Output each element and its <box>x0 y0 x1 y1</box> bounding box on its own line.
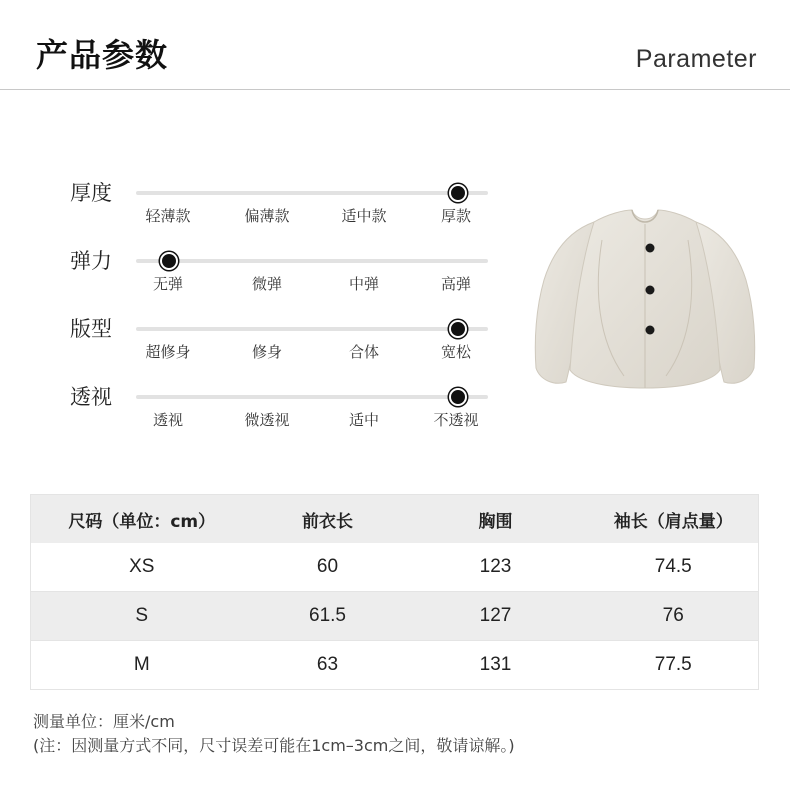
table-cell: 123 <box>479 556 512 577</box>
measurement-disclaimer: (注：因测量方式不同，尺寸误差可能在1cm–3cm之间，敬请谅解。) <box>33 736 515 755</box>
attribute-label: 版型 <box>70 317 112 341</box>
size-table <box>30 494 759 690</box>
header-length: 前衣长 <box>302 511 353 532</box>
attribute-option: 高弹 <box>440 275 471 293</box>
table-cell: S <box>135 605 149 626</box>
attribute-row-fit <box>0 317 520 387</box>
measurement-unit-note: 测量单位：厘米/cm <box>33 712 175 731</box>
attribute-option: 修身 <box>251 343 282 361</box>
table-cell: 63 <box>316 654 339 675</box>
attribute-option: 偏薄款 <box>244 207 290 225</box>
table-cell: 74.5 <box>654 556 692 577</box>
selected-dot-icon <box>449 320 467 338</box>
attribute-track <box>136 395 488 429</box>
selected-dot-icon <box>449 388 467 406</box>
table-cell: 60 <box>316 556 339 577</box>
selected-dot-icon <box>160 252 178 270</box>
attribute-option: 合体 <box>348 343 379 361</box>
table-cell: 127 <box>479 605 512 626</box>
header-divider <box>0 89 790 90</box>
table-row <box>31 543 759 592</box>
header-size: 尺码（单位：cm） <box>68 511 216 532</box>
table-cell: XS <box>129 556 155 577</box>
attribute-option: 无弹 <box>152 275 183 293</box>
attribute-row-opacity <box>0 385 520 455</box>
attribute-option: 超修身 <box>145 343 191 361</box>
attribute-option: 适中 <box>348 411 379 429</box>
table-cell: 76 <box>662 605 684 626</box>
attribute-option: 厚款 <box>440 207 471 225</box>
attribute-option: 适中款 <box>341 207 387 225</box>
attribute-label: 透视 <box>70 385 112 409</box>
attribute-track <box>136 259 488 293</box>
attribute-option: 轻薄款 <box>145 207 191 225</box>
attribute-track <box>136 191 488 225</box>
attribute-option: 中弹 <box>348 275 379 293</box>
attribute-option: 透视 <box>152 411 183 429</box>
attribute-label: 厚度 <box>70 181 112 205</box>
page-subtitle-en: Parameter <box>635 45 757 73</box>
table-cell: 61.5 <box>309 605 346 626</box>
attribute-track <box>136 327 488 361</box>
header-sleeve: 袖长（肩点量） <box>613 511 733 532</box>
size-table-header <box>31 495 759 544</box>
attribute-option: 微弹 <box>251 275 282 293</box>
table-cell: M <box>133 654 150 675</box>
selected-dot-icon <box>449 184 467 202</box>
attribute-option: 微透视 <box>244 411 290 429</box>
table-cell: 77.5 <box>654 654 692 675</box>
attribute-label: 弹力 <box>70 249 112 273</box>
attribute-row-elasticity <box>0 249 520 319</box>
attribute-option: 宽松 <box>440 343 471 361</box>
attribute-option: 不透视 <box>433 411 479 429</box>
product-jacket-image <box>532 200 758 400</box>
table-row <box>31 641 759 690</box>
attribute-row-thickness <box>0 181 520 251</box>
table-cell: 131 <box>479 654 512 675</box>
page-title: 产品参数 <box>36 36 169 74</box>
header-chest: 胸围 <box>478 511 513 532</box>
table-row <box>31 592 759 641</box>
